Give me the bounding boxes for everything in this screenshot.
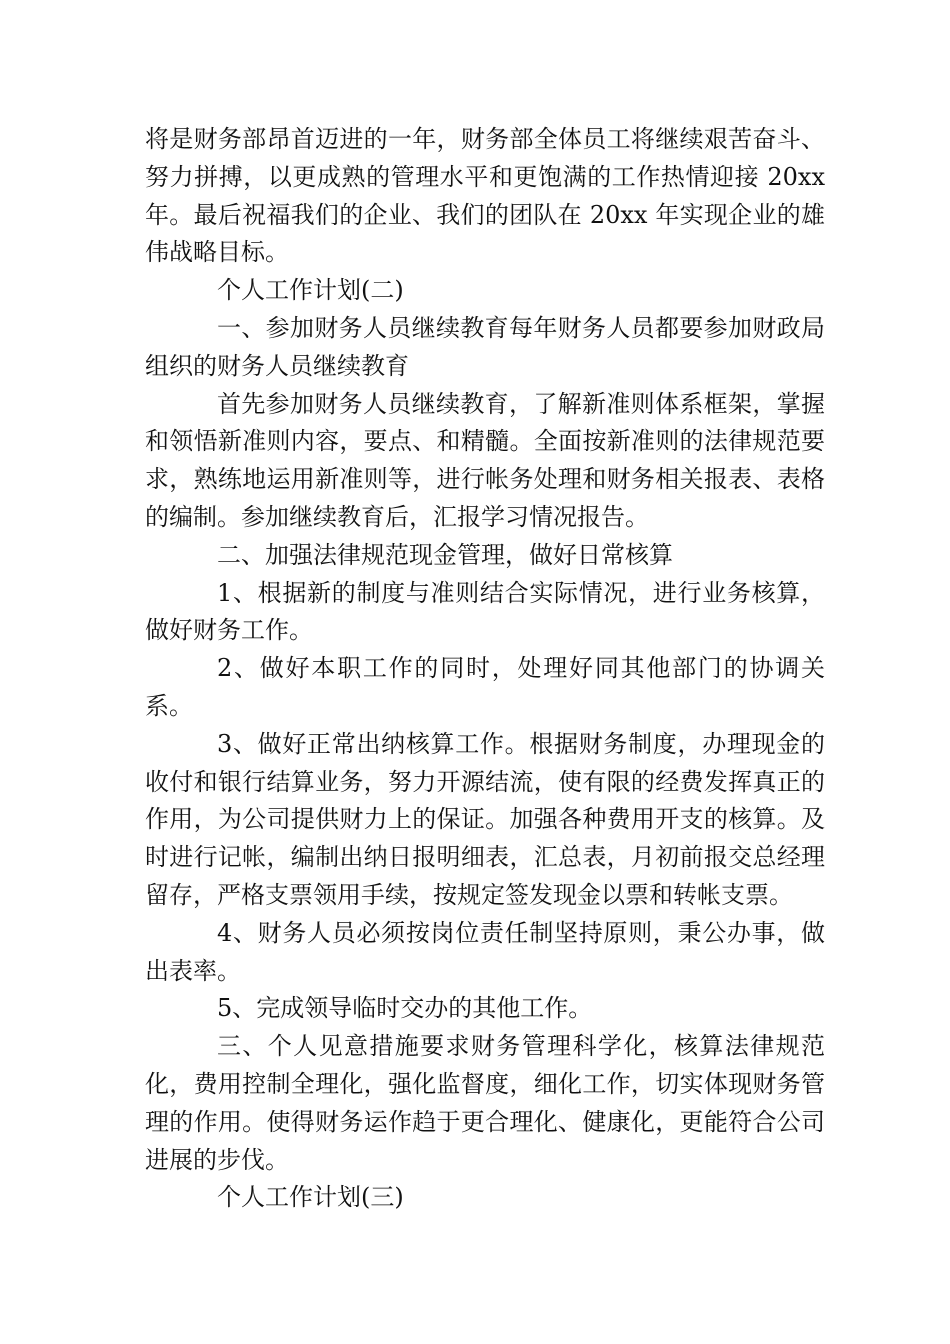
list-item-1: 1、根据新的制度与准则结合实际情况，进行业务核算，做好财务工作。 [145, 578, 825, 645]
paragraph-item-1-heading: 一、参加财务人员继续教育每年财务人员都要参加财政局组织的财务人员继续教育 [145, 313, 825, 380]
section-heading-plan-2: 个人工作计划(二) [217, 276, 404, 305]
list-item-4: 4、财务人员必须按岗位责任制坚持原则，秉公办事，做出表率。 [145, 918, 825, 985]
paragraph-closing: 将是财务部昂首迈进的一年，财务部全体员工将继续艰苦奋斗、努力拼搏，以更成熟的管理水平和更饱满的工作热情迎接 20xx 年。最后祝福我们的企业、我们的团队在 20xx 年实现企业的雄伟战略目标。 [145, 125, 825, 267]
document-body [145, 121, 825, 1217]
list-item-2: 2、做好本职工作的同时，处理好同其他部门的协调关系。 [145, 654, 825, 720]
paragraph-item-3: 三、个人见意措施要求财务管理科学化，核算法律规范化，费用控制全理化，强化监督度，细化工作，切实体现财务管理的作用。使得财务运作趋于更合理化、健康化，更能符合公司进展的步伐。 [145, 1032, 825, 1174]
section-heading-plan-3: 个人工作计划(三) [217, 1183, 404, 1212]
list-item-3: 3、做好正常出纳核算工作。根据财务制度，办理现金的收付和银行结算业务，努力开源结流，使有限的经费发挥真正的作用，为公司提供财力上的保证。加强各种费用开支的核算。及时进行记帐，编制出纳日报明细表，汇总表，月初前报交总经理留存，严格支票领用手续，按规定签发现金以票和转帐支票。 [145, 729, 825, 909]
paragraph-continuing-education: 首先参加财务人员继续教育，了解新准则体系框架，掌握和领悟新准则内容，要点、和精髓。全面按新准则的法律规范要求，熟练地运用新准则等，进行帐务处理和财务相关报表、表格的编制。参加继续教育后，汇报学习情况报告。 [145, 389, 825, 531]
list-item-5: 5、完成领导临时交办的其他工作。 [217, 994, 593, 1023]
paragraph-item-2-heading: 二、加强法律规范现金管理，做好日常核算 [217, 540, 673, 569]
